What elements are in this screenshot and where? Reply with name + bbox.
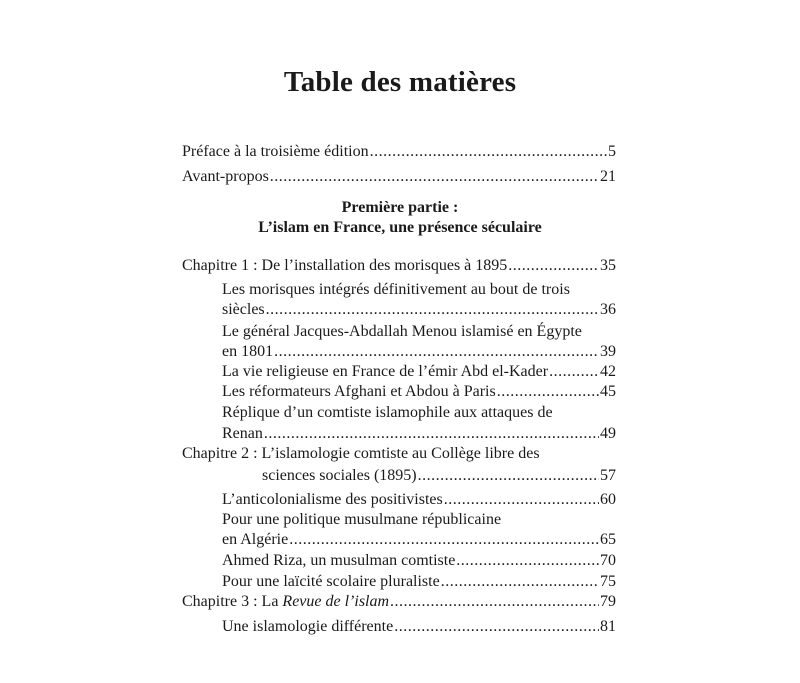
- toc-entry-section-abd-el-kader[interactable]: [222, 362, 616, 382]
- toc-page-number: 36: [600, 301, 616, 318]
- toc-entry-chapter-3[interactable]: [182, 592, 616, 612]
- toc-page-number: 60: [600, 491, 616, 508]
- part-heading-line2: L’islam en France, une présence séculaire: [258, 219, 542, 236]
- toc-entry-label: L’anticolonialisme des positivistes: [222, 491, 443, 508]
- toc-entry-label: [182, 592, 389, 612]
- dot-leader: [394, 617, 599, 637]
- toc-entry-section-afghani-abdou[interactable]: [222, 382, 616, 402]
- toc-page-number: 49: [600, 425, 616, 442]
- toc-entry-label: Ahmed Riza, un musulman comtiste: [222, 552, 456, 569]
- toc-page-number: 70: [600, 552, 616, 569]
- toc-page-number: 5: [608, 143, 616, 160]
- dot-leader: [370, 142, 607, 162]
- toc-entry-label: en Algérie: [222, 531, 289, 548]
- toc-page-number: 45: [600, 383, 616, 400]
- chapter-3-italic-title: Revue de l’islam: [282, 593, 390, 610]
- toc-entry-label: La vie religieuse en France de l’émir Abd el-Kader: [222, 363, 549, 380]
- toc-page-number: 81: [600, 618, 616, 635]
- toc-entry-section-anticolonialisme[interactable]: [222, 490, 616, 510]
- toc-entry-section-morisques[interactable]: [222, 300, 616, 320]
- toc-page-number: 21: [600, 168, 616, 185]
- toc-entry-label: Renan: [222, 425, 263, 442]
- dot-leader: [390, 592, 599, 612]
- chapter-3-prefix: Chapitre 3 : La: [182, 593, 283, 610]
- toc-entry-label: Avant-propos: [182, 168, 269, 185]
- toc-section-line[interactable]: Le général Jacques-Abdallah Menou islamisé en Égypte: [222, 323, 582, 340]
- toc-entry-label: Chapitre 1 : De l’installation des morisques à 1895: [182, 257, 508, 274]
- dot-leader: [444, 490, 599, 510]
- toc-entry-section-islamologie-differente[interactable]: [222, 617, 616, 637]
- toc-entry-chapter-1[interactable]: [182, 256, 616, 276]
- dot-leader: [289, 530, 599, 550]
- dot-leader: [497, 382, 599, 402]
- toc-entry-label: Pour une laïcité scolaire pluraliste: [222, 573, 440, 590]
- toc-entry-label: Préface à la troisième édition: [182, 143, 369, 160]
- toc-page-number: 57: [600, 467, 616, 484]
- toc-entry-section-menou[interactable]: [222, 342, 616, 362]
- toc-entry-label: sciences sociales (1895): [262, 467, 417, 484]
- toc-page-number: 35: [600, 257, 616, 274]
- dot-leader: [264, 424, 599, 444]
- toc-entry-chapter-2[interactable]: [262, 466, 616, 486]
- toc-section-line[interactable]: Pour une politique musulmane républicaine: [222, 511, 502, 528]
- toc-page-number: 39: [600, 343, 616, 360]
- toc-page-number: 42: [600, 363, 616, 380]
- toc-entry-section-algerie[interactable]: [222, 530, 616, 550]
- dot-leader: [456, 551, 599, 571]
- dot-leader: [508, 256, 599, 276]
- toc-page-number: 65: [600, 531, 616, 548]
- part-heading-line1: Première partie :: [341, 199, 459, 216]
- page-title: Table des matières: [283, 66, 517, 98]
- dot-leader: [418, 466, 599, 486]
- toc-section-line[interactable]: Réplique d’un comtiste islamophile aux attaques de: [222, 404, 553, 421]
- toc-entry-section-ahmed-riza[interactable]: [222, 551, 616, 571]
- toc-entry-avant-propos[interactable]: [182, 167, 616, 187]
- toc-entry-section-laicite[interactable]: [222, 572, 616, 592]
- dot-leader: [549, 362, 599, 382]
- toc-section-line[interactable]: Les morisques intégrés définitivement au bout de trois: [222, 281, 570, 298]
- toc-entry-label: Une islamologie différente: [222, 618, 394, 635]
- dot-leader: [441, 572, 599, 592]
- toc-entry-label: siècles: [222, 301, 265, 318]
- toc-entry-preface[interactable]: [182, 142, 616, 162]
- toc-entry-label: Les réformateurs Afghani et Abdou à Paris: [222, 383, 496, 400]
- dot-leader: [266, 300, 599, 320]
- toc-chapter-line[interactable]: Chapitre 2 : L’islamologie comtiste au Collège libre des: [182, 445, 540, 462]
- toc-page-number: 79: [600, 593, 616, 610]
- dot-leader: [270, 167, 599, 187]
- toc-entry-section-renan[interactable]: [222, 424, 616, 444]
- dot-leader: [274, 342, 599, 362]
- toc-page-number: 75: [600, 573, 616, 590]
- toc-entry-label: en 1801: [222, 343, 274, 360]
